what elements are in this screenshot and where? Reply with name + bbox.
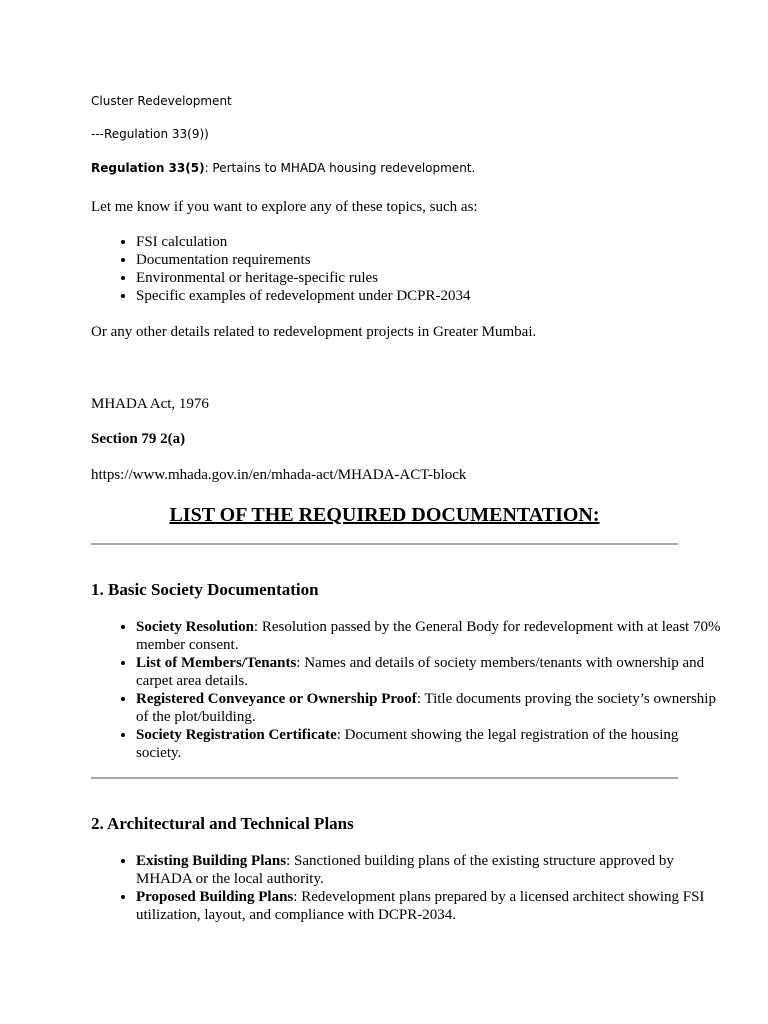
list-item: • FSI calculation: [136, 233, 726, 251]
section-reference: [91, 430, 185, 448]
item-desc: : Names and details of society members/tenants with ownership and carpet area details.: [136, 655, 705, 689]
document-title: LIST OF THE REQUIRED DOCUMENTATION:: [169, 504, 600, 526]
note-cluster-redevelopment: Cluster Redevelopment: [91, 94, 232, 108]
reference-url: https://www.mhada.gov.in/en/mhada-act/MHADA-ACT-block: [91, 467, 467, 483]
note-regulation-33-5: [91, 161, 475, 175]
item-desc: : Sanctioned building plans of the existing structure approved by MHADA or the local authority.: [136, 853, 674, 887]
divider: [91, 543, 678, 545]
regulation-label: Regulation 33(5): [91, 161, 205, 175]
list-item: [136, 618, 726, 654]
list-item: [136, 888, 726, 924]
item-desc: : Title documents proving the society’s ownership of the plot/building.: [136, 691, 716, 725]
item-term: List of Members/Tenants: [136, 655, 297, 671]
intro-paragraph: Let me know if you want to explore any of these topics, such as:: [91, 199, 478, 215]
list-item: [136, 690, 726, 726]
note-regulation-33-9: ---Regulation 33(9)): [91, 127, 209, 141]
item-desc: : Redevelopment plans prepared by a licensed architect showing FSI utilization, layout, and compliance with DCPR-2034.: [136, 889, 705, 923]
basic-society-list: [91, 618, 726, 762]
item-term: Proposed Building Plans: [136, 889, 294, 905]
section-label: Section 79 2(a): [91, 431, 186, 447]
list-item: • Documentation requirements: [136, 251, 726, 269]
list-item: [136, 852, 726, 888]
item-term: Registered Conveyance or Ownership Proof: [136, 691, 417, 707]
item-term: Society Resolution: [136, 619, 254, 635]
list-item: • Environmental or heritage-specific rules: [136, 269, 726, 287]
list-item: [136, 654, 726, 690]
item-desc: : Resolution passed by the General Body for redevelopment with at least 70% member consent.: [136, 619, 721, 653]
section-heading-architectural-plans: 2. Architectural and Technical Plans: [91, 814, 354, 833]
topics-list: [91, 233, 726, 305]
item-term: Society Registration Certificate: [136, 727, 337, 743]
section-heading-basic-society: 1. Basic Society Documentation: [91, 580, 319, 599]
act-name: MHADA Act, 1976: [91, 396, 209, 412]
item-term: Existing Building Plans: [136, 853, 287, 869]
list-item: • Specific examples of redevelopment under DCPR-2034: [136, 287, 726, 305]
regulation-text: : Pertains to MHADA housing redevelopment.: [204, 161, 476, 175]
list-item: [136, 726, 726, 762]
architectural-plans-list: [91, 852, 726, 924]
divider: [91, 777, 678, 779]
item-desc: : Document showing the legal registration of the housing society.: [136, 727, 679, 761]
outro-paragraph: Or any other details related to redevelopment projects in Greater Mumbai.: [91, 324, 537, 340]
